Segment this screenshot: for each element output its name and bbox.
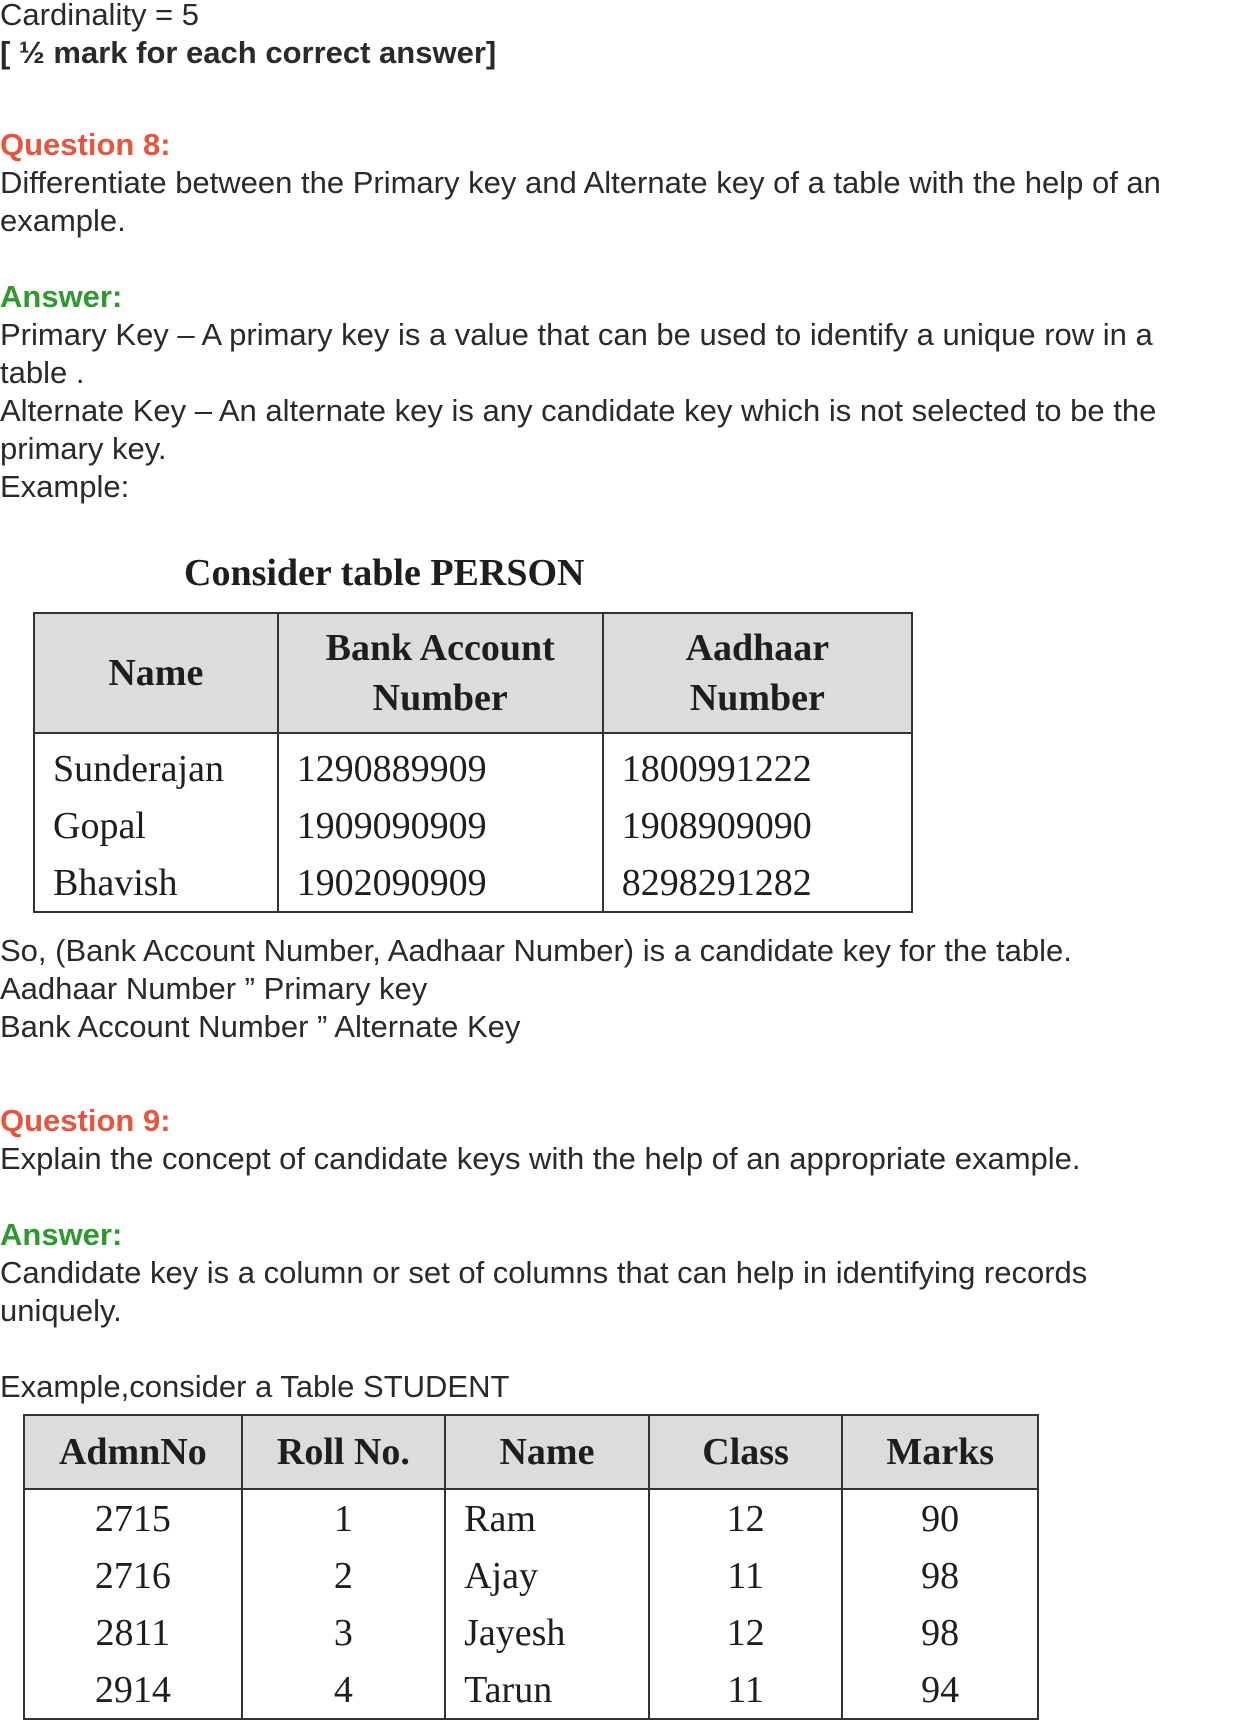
person-table-header-row bbox=[34, 613, 912, 733]
cell-admnno: 2811 bbox=[24, 1604, 242, 1661]
question-8-heading: Question 8: bbox=[0, 127, 171, 162]
cell-name: Ram bbox=[445, 1489, 649, 1547]
header-text: Number bbox=[689, 677, 825, 719]
table-row bbox=[24, 1489, 1038, 1547]
cell-bank-account: 1290889909 bbox=[278, 733, 603, 797]
cell-bank-account: 1902090909 bbox=[278, 854, 603, 912]
cardinality-text: Cardinality = 5 bbox=[0, 0, 200, 32]
header-bank-account-number bbox=[278, 613, 603, 733]
cell-class: 12 bbox=[649, 1604, 843, 1661]
header-name: Name bbox=[445, 1415, 649, 1489]
conclusion-line: Aadhaar Number ” Primary key bbox=[0, 971, 428, 1006]
header-roll-no: Roll No. bbox=[242, 1415, 445, 1489]
cell-class: 11 bbox=[649, 1547, 843, 1604]
answer-8-text-line: primary key. bbox=[0, 431, 167, 466]
question-8-text-line: example. bbox=[0, 203, 126, 238]
cell-aadhaar: 8298291282 bbox=[603, 854, 912, 912]
cell-admnno: 2716 bbox=[24, 1547, 242, 1604]
cell-aadhaar: 1800991222 bbox=[603, 733, 912, 797]
cell-class: 11 bbox=[649, 1661, 843, 1719]
answer-9-text-line: uniquely. bbox=[0, 1293, 122, 1328]
cell-marks: 94 bbox=[842, 1661, 1038, 1719]
table-row bbox=[34, 797, 912, 854]
cell-marks: 98 bbox=[842, 1604, 1038, 1661]
cell-marks: 90 bbox=[842, 1489, 1038, 1547]
table-row bbox=[24, 1547, 1038, 1604]
header-marks: Marks bbox=[842, 1415, 1038, 1489]
header-class: Class bbox=[649, 1415, 843, 1489]
question-9-text: Explain the concept of candidate keys with the help of an appropriate example. bbox=[0, 1141, 1081, 1176]
cell-roll-no: 1 bbox=[242, 1489, 445, 1547]
cell-name: Ajay bbox=[445, 1547, 649, 1604]
answer-8-heading: Answer: bbox=[0, 279, 123, 314]
header-text: Number bbox=[372, 677, 508, 719]
cell-marks: 98 bbox=[842, 1547, 1038, 1604]
conclusion-line: Bank Account Number ” Alternate Key bbox=[0, 1009, 521, 1044]
cell-name: Sunderajan bbox=[34, 733, 278, 797]
cell-bank-account: 1909090909 bbox=[278, 797, 603, 854]
cell-name: Gopal bbox=[34, 797, 278, 854]
table-row bbox=[34, 854, 912, 912]
header-text: Bank Account bbox=[325, 627, 555, 669]
person-table-caption: Consider table PERSON bbox=[184, 552, 585, 594]
header-aadhaar-number bbox=[603, 613, 912, 733]
answer-8-text-line: Example: bbox=[0, 469, 130, 504]
answer-9-text-line: Candidate key is a column or set of columns that can help in identifying records bbox=[0, 1255, 1088, 1290]
question-9-heading: Question 9: bbox=[0, 1103, 171, 1138]
student-table bbox=[23, 1414, 1039, 1720]
cell-roll-no: 3 bbox=[242, 1604, 445, 1661]
cell-roll-no: 2 bbox=[242, 1547, 445, 1604]
cell-admnno: 2914 bbox=[24, 1661, 242, 1719]
cell-admnno: 2715 bbox=[24, 1489, 242, 1547]
header-name: Name bbox=[34, 613, 278, 733]
question-8-text-line: Differentiate between the Primary key and Alternate key of a table with the help of an bbox=[0, 165, 1161, 200]
cell-roll-no: 4 bbox=[242, 1661, 445, 1719]
table-row bbox=[34, 733, 912, 797]
table-row bbox=[24, 1604, 1038, 1661]
cell-class: 12 bbox=[649, 1489, 843, 1547]
example-intro: Example,consider a Table STUDENT bbox=[0, 1369, 510, 1404]
cell-name: Bhavish bbox=[34, 854, 278, 912]
answer-8-text-line: Alternate Key – An alternate key is any candidate key which is not selected to be the bbox=[0, 393, 1157, 428]
person-table bbox=[33, 612, 913, 913]
cell-aadhaar: 1908909090 bbox=[603, 797, 912, 854]
header-admnno: AdmnNo bbox=[24, 1415, 242, 1489]
cell-name: Tarun bbox=[445, 1661, 649, 1719]
answer-8-text-line: Primary Key – A primary key is a value that can be used to identify a unique row in a bbox=[0, 317, 1153, 352]
cell-name: Jayesh bbox=[445, 1604, 649, 1661]
header-text: Aadhaar bbox=[685, 627, 830, 669]
marks-note: [ ½ mark for each correct answer] bbox=[0, 35, 497, 70]
student-table-header-row bbox=[24, 1415, 1038, 1489]
answer-8-text-line: table . bbox=[0, 355, 85, 390]
table-row bbox=[24, 1661, 1038, 1719]
answer-9-heading: Answer: bbox=[0, 1217, 123, 1252]
conclusion-line: So, (Bank Account Number, Aadhaar Number) is a candidate key for the table. bbox=[0, 933, 1072, 968]
